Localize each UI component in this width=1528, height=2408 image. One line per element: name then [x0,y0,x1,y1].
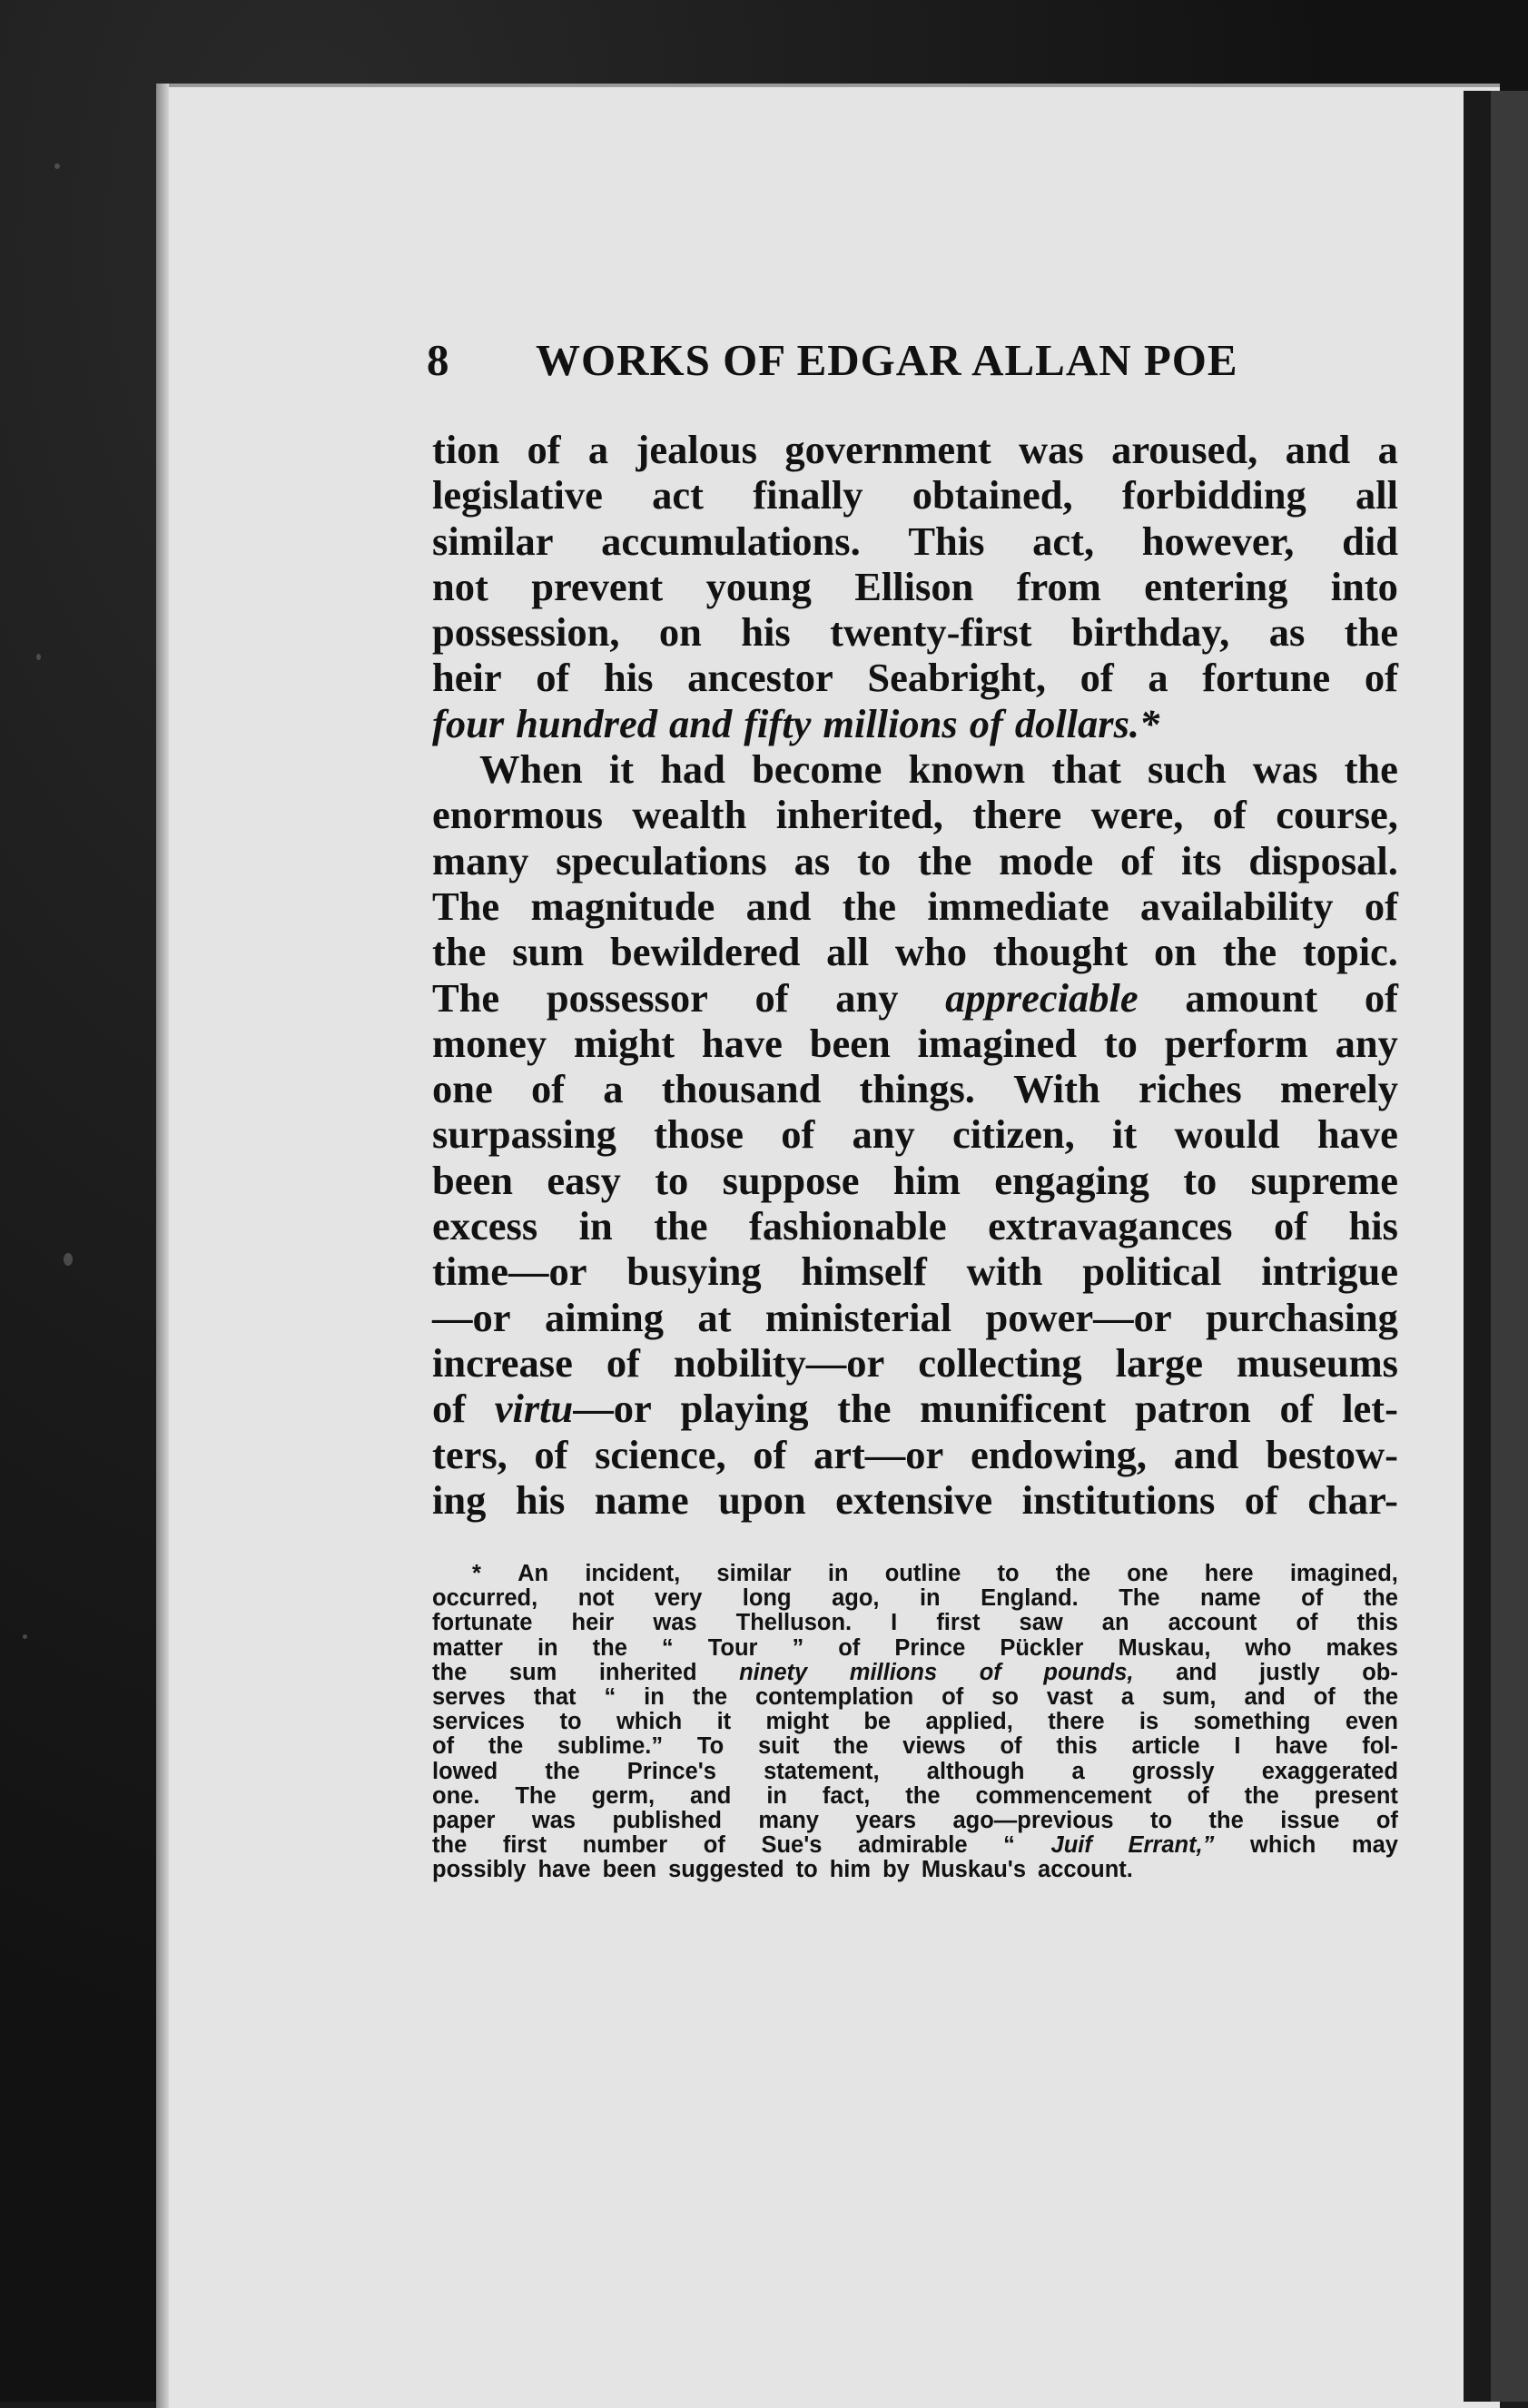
text-line: time—or busying himself with political intrigue [432,1248,1398,1295]
text-line: not prevent young Ellison from entering into [432,563,1398,609]
footnote-line: one. The germ, and in fact, the commencement of the present [432,1782,1398,1809]
dust-speck [64,1253,73,1266]
next-page-edge [1491,91,1528,2402]
footnote [432,1562,1398,1882]
footnote-line: fortunate heir was Thelluson. I first saw an account of this [432,1610,1398,1636]
text-line: tion of a jealous government was aroused, and a [432,427,1398,472]
text-line: similar accumulations. This act, however, did [432,518,1398,564]
footnote-line: serves that “ in the contemplation of so vast a sum, and of the [432,1683,1398,1710]
footnote-line: of the sublime.” To suit the views of this article I have fol- [432,1733,1398,1760]
footnote-line: paper was published many years ago—previous to the issue of [432,1807,1398,1833]
page-right-edge [1464,91,1491,2402]
text-line: four hundred and fifty millions of dollars.* [432,700,1160,746]
text-line: The possessor of any appreciable amount of [432,974,1398,1021]
text-line: of virtu—or playing the munificent patron of let- [432,1386,1398,1432]
text-line: increase of nobility—or collecting large museums [432,1339,1398,1386]
footnote-line: the sum inherited ninety millions of pounds, and justly ob- [432,1659,1398,1685]
running-header [427,334,1353,386]
text-line: —or aiming at ministerial power—or purchasing [432,1294,1398,1340]
text-line: many speculations as to the mode of its disposal. [432,837,1398,883]
dust-speck [36,654,41,660]
text-line: one of a thousand things. With riches merely [432,1066,1398,1112]
footnote-line: * An incident, similar in outline to the one here imagined, [472,1561,1398,1586]
text-line: The magnitude and the immediate availability of [432,883,1398,929]
text-line: heir of his ancestor Seabright, of a fortune of [432,655,1398,701]
footnote-line: the first number of Sue's admirable “ Juif Errant,” which may [432,1832,1398,1859]
footnote-line: services to which it might be applied, there is something even [432,1709,1398,1735]
text-line: been easy to suppose him engaging to supreme [432,1157,1398,1203]
text-line: surpassing those of any citizen, it would have [432,1111,1398,1158]
text-line: money might have been imagined to perform any [432,1020,1398,1066]
text-line: ing his name upon extensive institutions of char- [432,1476,1398,1523]
footnote-line: occurred, not very long ago, in England. The name of the [432,1585,1398,1612]
text-line: the sum bewildered all who thought on the topic. [432,929,1398,975]
footnote-line: lowed the Prince's statement, although a grossly exaggerated [432,1758,1398,1784]
text-line: ters, of science, of art—or endowing, and bestow- [432,1431,1398,1477]
text-line: enormous wealth inherited, there were, of course, [432,792,1398,838]
dust-speck [23,1634,27,1639]
page-gutter-edge [156,84,169,2408]
text-line: legislative act finally obtained, forbidding all [432,472,1398,518]
running-title: WORKS OF EDGAR ALLAN POE [536,335,1238,385]
page-number: 8 [427,335,450,385]
body-text [432,427,1398,1523]
text-line: When it had become known that such was the [479,746,1398,793]
text-line: possession, on his twenty-first birthday, as the [432,609,1398,656]
footnote-line: possibly have been suggested to him by Muskau's account. [432,1857,1133,1883]
dust-speck [54,163,60,169]
text-line: excess in the fashionable extravagances of his [432,1203,1398,1249]
footnote-line: matter in the “ Tour ” of Prince Pückler Muskau, who makes [432,1634,1398,1661]
